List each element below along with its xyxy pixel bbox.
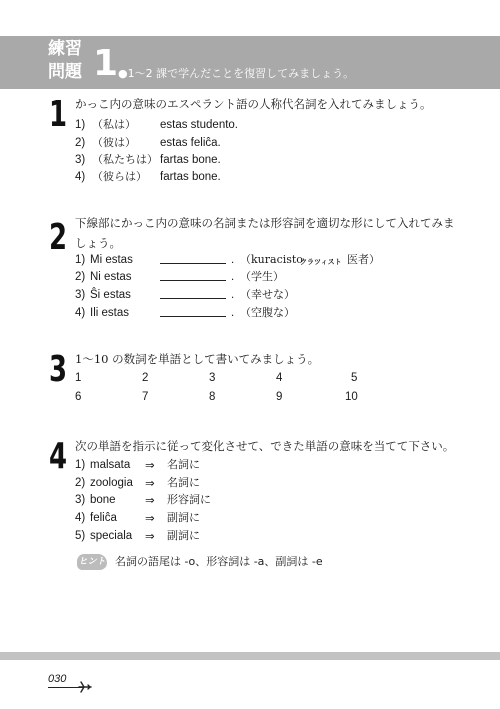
item-number: 2) <box>75 137 86 149</box>
hint-text: 名詞の語尾は -o、形容詞は -a、副詞は -e <box>115 555 323 568</box>
page-number: 030 <box>48 673 67 685</box>
item-text: Ili estas <box>90 307 129 319</box>
numeral: 2 <box>142 372 149 384</box>
arrow-icon: ⇒ <box>145 493 155 507</box>
answer-blank <box>160 304 226 317</box>
item-hint: （空腹な） <box>240 306 295 319</box>
q4-item-5 <box>75 527 275 545</box>
numeral: 5 <box>351 372 358 384</box>
arrow-icon: ⇒ <box>145 458 155 472</box>
item-text: Ŝi estas <box>90 289 131 301</box>
q1-item-1 <box>75 116 435 134</box>
item-text: fartas bone. <box>160 154 221 166</box>
arrow-icon: ⇒ <box>145 529 155 543</box>
item-hint-end: 医者） <box>347 253 380 266</box>
item-target: 形容詞に <box>167 493 211 506</box>
q3-numbers-row-1 <box>75 369 375 387</box>
answer-blank <box>160 268 226 281</box>
numeral: 10 <box>345 391 358 403</box>
footer-band <box>0 652 500 660</box>
item-hint: （私は） <box>92 118 136 131</box>
arrow-icon: ⇒ <box>145 511 155 525</box>
answer-blank <box>160 251 226 264</box>
numeral: 6 <box>75 391 82 403</box>
question-1-instruction: かっこ内の意味のエスペラント語の人称代名詞を入れてみましょう。 <box>75 97 432 111</box>
item-number: 1) <box>75 459 86 471</box>
numeral: 9 <box>276 391 283 403</box>
item-number: 2) <box>75 477 86 489</box>
blank-period: . <box>231 254 235 266</box>
item-hint: （学生） <box>240 270 284 283</box>
item-word: zoologia <box>90 477 133 489</box>
answer-blank <box>160 286 226 299</box>
blank-period: . <box>231 271 235 283</box>
item-hint: （幸せな） <box>240 288 295 301</box>
item-number: 4) <box>75 307 86 319</box>
item-number: 1) <box>75 254 86 266</box>
item-number: 3) <box>75 154 86 166</box>
item-word: speciala <box>90 530 133 542</box>
item-number: 4) <box>75 512 86 524</box>
question-4-number: 4 <box>49 436 68 477</box>
numeral: 8 <box>209 391 216 403</box>
exercise-subtitle: ●1〜2 課で学んだことを復習してみましょう。 <box>118 67 355 80</box>
q3-numbers-row-2 <box>75 388 375 406</box>
item-target: 名詞に <box>167 476 200 489</box>
item-target: 名詞に <box>167 458 200 471</box>
item-word: bone <box>90 494 116 506</box>
q2-item-4 <box>75 304 455 322</box>
question-1-number: 1 <box>49 94 68 135</box>
item-word: feliĉa <box>90 512 117 524</box>
q2-item-1 <box>75 251 455 269</box>
arrow-icon: ⇒ <box>145 476 155 490</box>
item-text: estas feliĉa. <box>160 137 221 149</box>
item-text: Mi estas <box>90 254 133 266</box>
q2-item-3 <box>75 286 455 304</box>
question-3-instruction: 1〜10 の数詞を単語として書いてみましょう。 <box>75 352 320 366</box>
numeral: 1 <box>75 372 82 384</box>
question-3-number: 3 <box>49 349 68 390</box>
exercise-number: 1 <box>93 43 119 84</box>
exercise-title: 練習問題 <box>48 39 82 82</box>
q1-item-4 <box>75 168 435 186</box>
question-2-number: 2 <box>49 217 68 258</box>
item-text: fartas bone. <box>160 171 221 183</box>
item-target: 副詞に <box>167 529 200 542</box>
question-2-instruction: 下線部にかっこ内の意味の名詞または形容詞を適切な形にして入れてみましょう。 <box>75 216 455 250</box>
numeral: 3 <box>209 372 216 384</box>
q1-item-2 <box>75 134 435 152</box>
item-text: estas studento. <box>160 119 238 131</box>
q4-item-2 <box>75 474 275 492</box>
q4-item-3 <box>75 491 275 509</box>
numeral: 7 <box>142 391 149 403</box>
item-target: 副詞に <box>167 511 200 524</box>
q4-item-4 <box>75 509 275 527</box>
item-number: 3) <box>75 494 86 506</box>
numeral: 4 <box>276 372 283 384</box>
item-number: 3) <box>75 289 86 301</box>
q4-item-1 <box>75 456 275 474</box>
hint-badge: ヒント <box>77 554 107 570</box>
item-number: 5) <box>75 530 86 542</box>
reading-gloss: クラツィスト <box>300 258 342 266</box>
item-text: Ni estas <box>90 271 132 283</box>
q2-item-2 <box>75 268 455 286</box>
item-number: 2) <box>75 271 86 283</box>
item-hint: （私たちは） <box>92 153 158 166</box>
blank-period: . <box>231 289 235 301</box>
item-number: 1) <box>75 119 86 131</box>
item-number: 4) <box>75 171 86 183</box>
blank-period: . <box>231 307 235 319</box>
q1-item-3 <box>75 151 435 169</box>
item-hint: （彼らは） <box>92 170 147 183</box>
item-hint: （kuracisto <box>240 253 303 266</box>
item-hint: （彼は） <box>92 136 136 149</box>
question-4-instruction: 次の単語を指示に従って変化させて、できた単語の意味を当てて下さい。 <box>75 439 455 453</box>
airplane-icon <box>78 680 92 694</box>
item-word: malsata <box>90 459 131 471</box>
